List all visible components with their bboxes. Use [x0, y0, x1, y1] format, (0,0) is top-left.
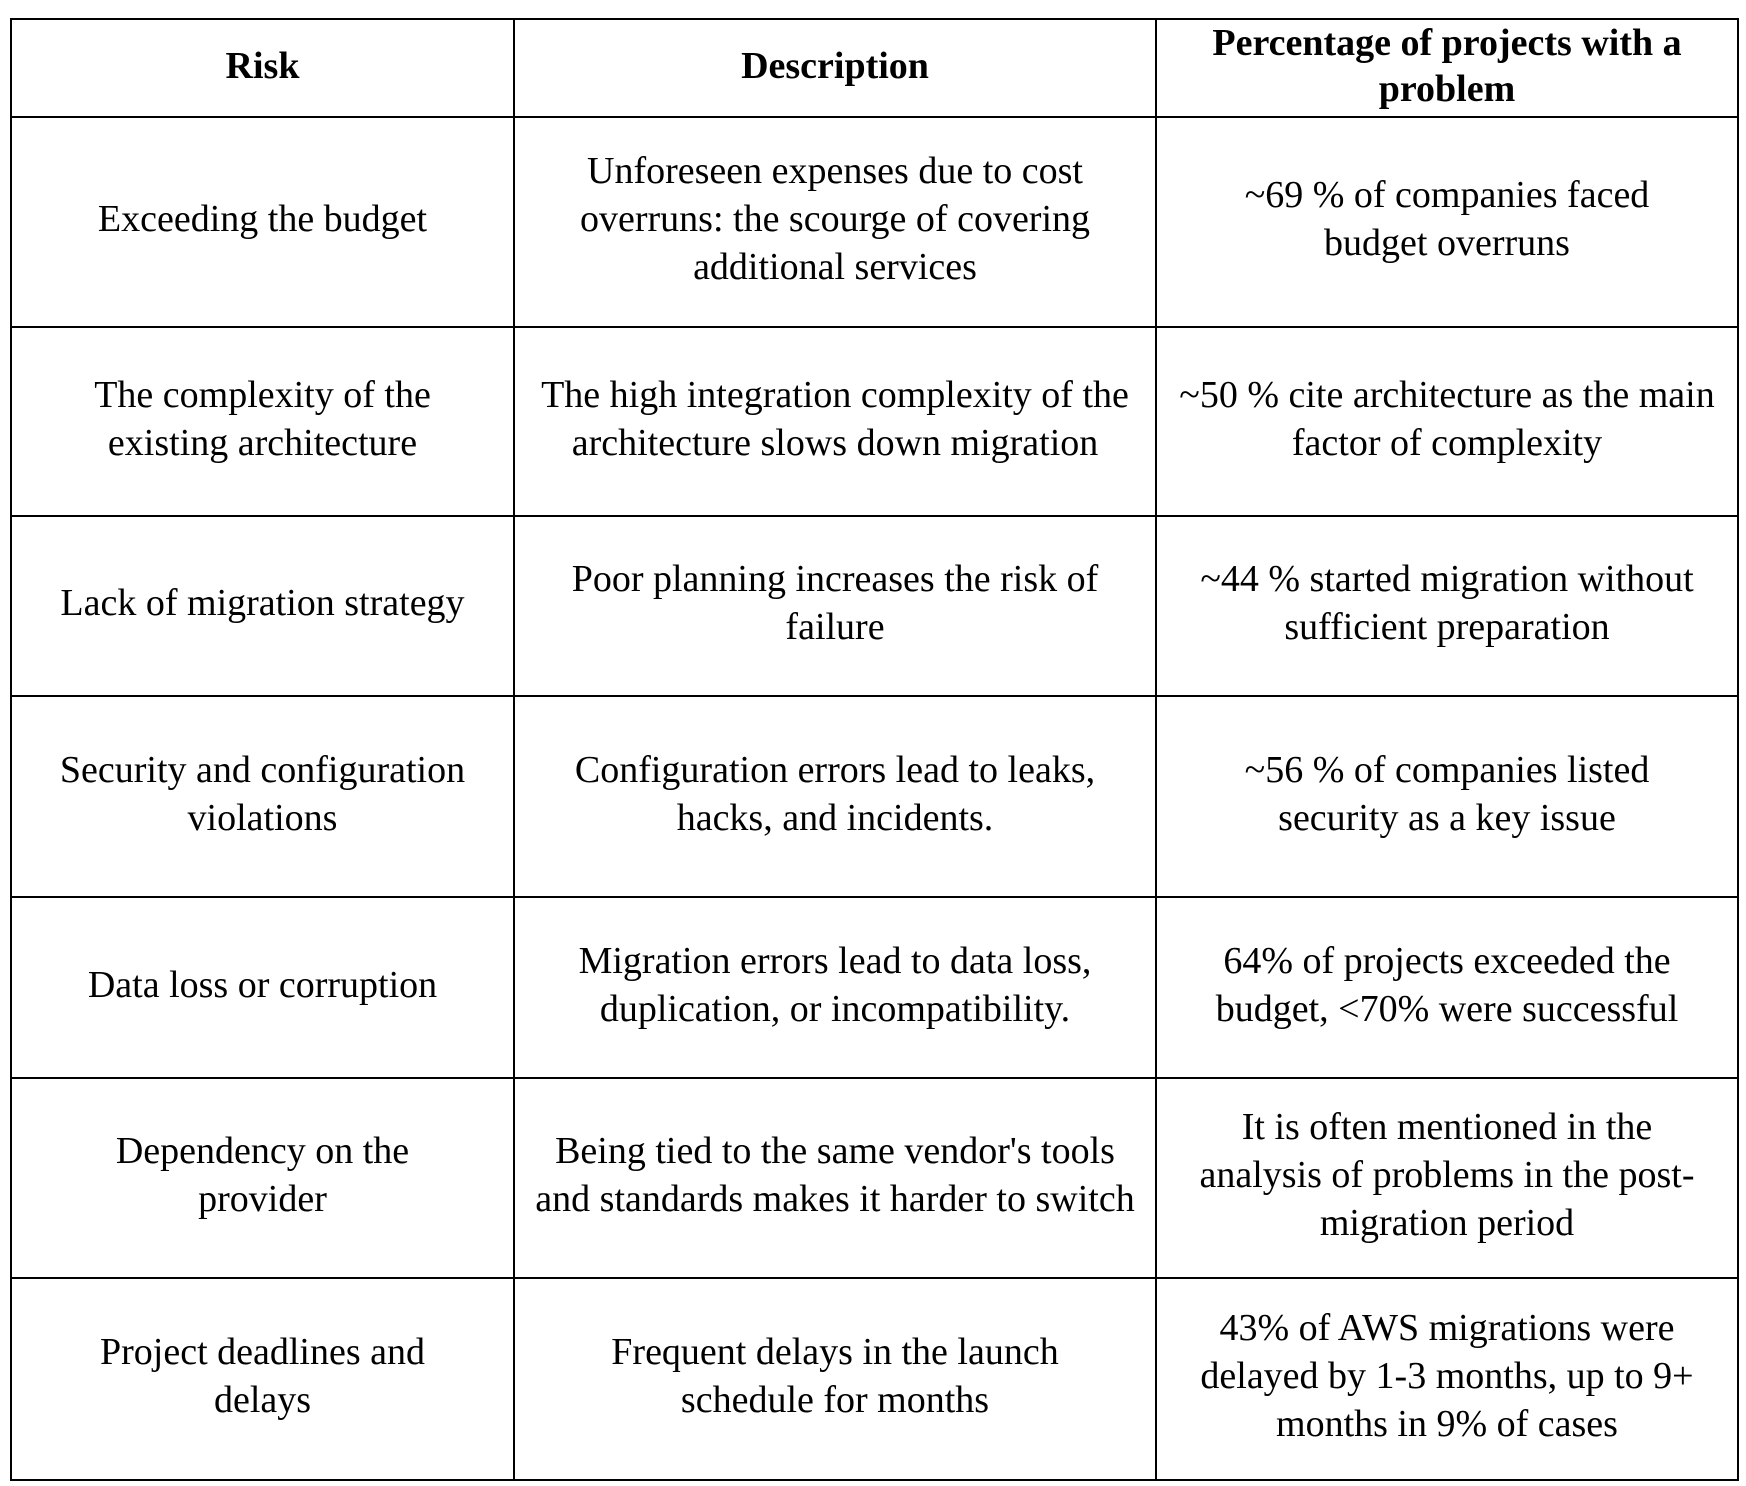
cell-percentage: ~56 % of companies listed security as a key issue: [1156, 696, 1738, 897]
cell-percentage: ~69 % of companies faced budget overruns: [1156, 117, 1738, 327]
cell-risk: Data loss or corruption: [11, 897, 514, 1078]
header-description: Description: [514, 19, 1156, 117]
cell-description: Unforeseen expenses due to cost overruns: the scourge of covering additional services: [514, 117, 1156, 327]
table-row: [11, 696, 1738, 897]
cell-description: Configuration errors lead to leaks, hacks, and incidents.: [514, 696, 1156, 897]
cell-risk: Dependency on the provider: [11, 1078, 514, 1278]
cell-risk: Lack of migration strategy: [11, 516, 514, 696]
risk-table: [10, 18, 1739, 1481]
table-header-row: [11, 19, 1738, 117]
header-percentage: Percentage of projects with a problem: [1156, 19, 1738, 117]
cell-risk: Security and configuration violations: [11, 696, 514, 897]
table-row: [11, 327, 1738, 516]
cell-description: The high integration complexity of the architecture slows down migration: [514, 327, 1156, 516]
cell-percentage: ~50 % cite architecture as the main factor of complexity: [1156, 327, 1738, 516]
table-row: [11, 897, 1738, 1078]
table-row: [11, 1278, 1738, 1480]
cell-percentage: 64% of projects exceeded the budget, <70% were successful: [1156, 897, 1738, 1078]
cell-risk: The complexity of the existing architecture: [11, 327, 514, 516]
cell-description: Frequent delays in the launch schedule for months: [514, 1278, 1156, 1480]
table-row: [11, 117, 1738, 327]
table-row: [11, 1078, 1738, 1278]
cell-risk: Project deadlines and delays: [11, 1278, 514, 1480]
cell-description: Migration errors lead to data loss, duplication, or incompatibility.: [514, 897, 1156, 1078]
cell-risk: Exceeding the budget: [11, 117, 514, 327]
cell-description: Being tied to the same vendor's tools and standards makes it harder to switch: [514, 1078, 1156, 1278]
cell-percentage: It is often mentioned in the analysis of problems in the post-migration period: [1156, 1078, 1738, 1278]
cell-description: Poor planning increases the risk of failure: [514, 516, 1156, 696]
table-row: [11, 516, 1738, 696]
cell-percentage: 43% of AWS migrations were delayed by 1-3 months, up to 9+ months in 9% of cases: [1156, 1278, 1738, 1480]
header-risk: Risk: [11, 19, 514, 117]
cell-percentage: ~44 % started migration without sufficient preparation: [1156, 516, 1738, 696]
